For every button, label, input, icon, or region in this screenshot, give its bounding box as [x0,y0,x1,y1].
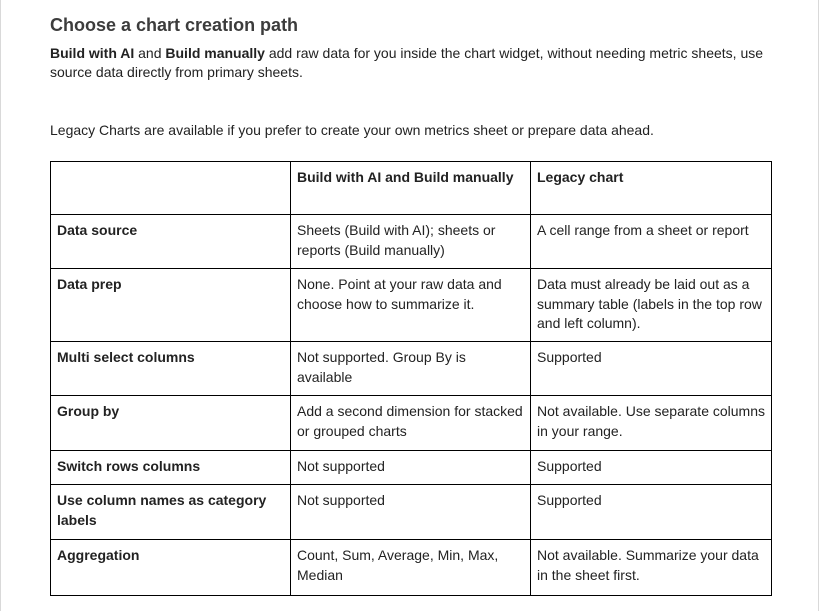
feature-cell: Multi select columns [51,342,291,396]
table-row [51,215,772,269]
build-cell: Not supported. Group By is available [291,342,531,396]
build-cell: Sheets (Build with AI); sheets or reports (Build manually) [291,215,531,269]
comparison-table [50,161,772,596]
feature-cell: Aggregation [51,540,291,596]
build-cell: Count, Sum, Average, Min, Max, Median [291,540,531,596]
table-row [51,269,772,342]
legacy-cell: Supported [531,485,772,540]
build-cell: Not supported [291,451,531,485]
legacy-cell: Not available. Use separate columns in your range. [531,396,772,451]
header-cell-legacy: Legacy chart [531,162,772,215]
table-row [51,396,772,451]
header-cell-build: Build with AI and Build manually [291,162,531,215]
build-cell: Add a second dimension for stacked or grouped charts [291,396,531,451]
feature-cell: Group by [51,396,291,451]
legacy-cell: A cell range from a sheet or report [531,215,772,269]
intro-bold-build-with-ai: Build with AI [50,45,135,61]
legacy-cell: Data must already be laid out as a summary table (labels in the top row and left column). [531,269,772,342]
feature-cell: Switch rows columns [51,451,291,485]
intro-text-rest: add raw data for you inside the chart widget, without needing metric sheets, use source data directly from primary sheets. [50,45,764,80]
table-row [51,485,772,540]
intro-text-and: and [134,45,166,61]
legacy-note: Legacy Charts are available if you prefer to create your own metrics sheet or prepare data ahead. [50,122,654,138]
header-cell-empty [51,162,291,215]
build-cell: Not supported [291,485,531,540]
legacy-cell: Not available. Summarize your data in the sheet first. [531,540,772,596]
feature-cell: Data prep [51,269,291,342]
intro-bold-build-manually: Build manually [165,45,265,61]
build-cell: None. Point at your raw data and choose how to summarize it. [291,269,531,342]
legacy-cell: Supported [531,342,772,396]
legacy-cell: Supported [531,451,772,485]
page-title: Choose a chart creation path [50,15,299,35]
table-row [51,540,772,596]
intro-paragraph [50,44,780,82]
table-row [51,451,772,485]
table-header-row [51,162,772,215]
feature-cell: Data source [51,215,291,269]
feature-cell: Use column names as category labels [51,485,291,540]
table-row [51,342,772,396]
